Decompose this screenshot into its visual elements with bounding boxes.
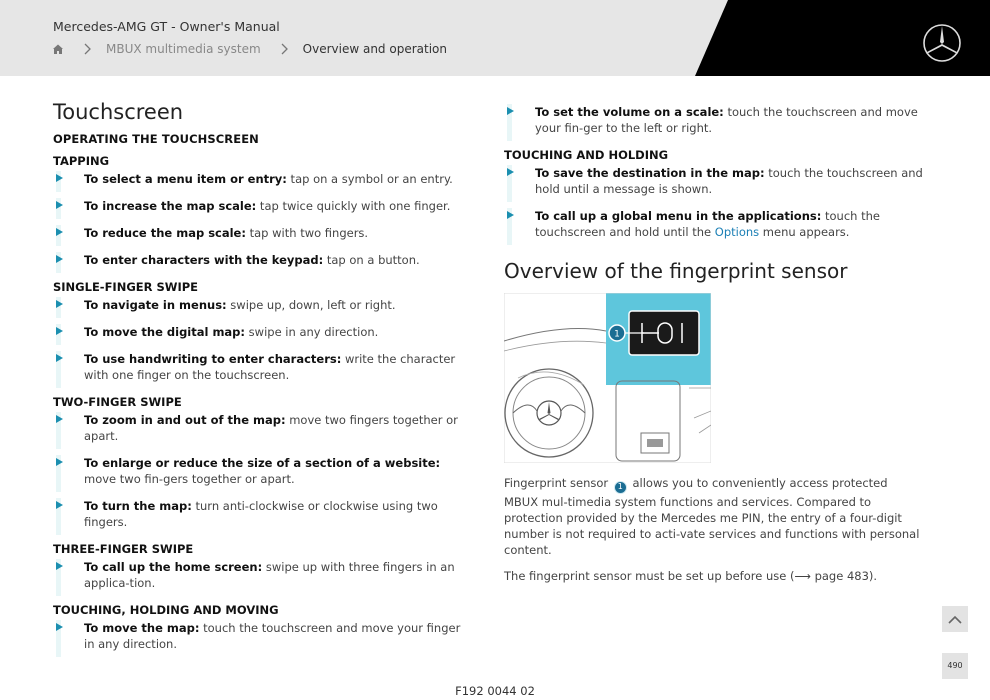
page-title: Touchscreen — [53, 100, 184, 124]
arrow-icon — [56, 562, 63, 570]
arrow-icon — [56, 501, 63, 509]
fingerprint-sensor-figure — [504, 293, 711, 463]
breadcrumb-item-mbux[interactable]: MBUX multimedia system — [106, 42, 261, 56]
step-item: To move the map: touch the touchscreen and move your finger in any direction. — [53, 620, 465, 652]
group-tapping — [53, 153, 465, 268]
arrow-icon — [56, 255, 63, 263]
step-item: To enlarge or reduce the size of a section of a website: move two fin-gers together or apart. — [53, 455, 465, 487]
arrow-icon — [56, 415, 63, 423]
arrow-icon — [56, 458, 63, 466]
group-touching-holding-moving — [53, 602, 465, 652]
step-item: To save the destination in the map: touch the touchscreen and hold until a message is shown. — [504, 165, 924, 197]
group-two-finger — [53, 394, 465, 530]
step-item: To reduce the map scale: tap with two fingers. — [53, 225, 465, 241]
fingerprint-description: Fingerprint sensor 1 allows you to conveniently access protected MBUX mul-timedia system functions and services. Compared to protection provided by the Mercedes me PIN, the entry of a four-digit number is not required to acti-vate services and functions with personal content. — [504, 476, 920, 557]
group-single-finger — [53, 279, 465, 383]
home-icon[interactable] — [52, 43, 64, 55]
right-column — [504, 104, 924, 594]
breadcrumb — [52, 42, 447, 56]
figure-code: F192 0044 02 — [455, 684, 535, 698]
subheading: TOUCHING, HOLDING AND MOVING — [53, 603, 279, 617]
step-item: To increase the map scale: tap twice quickly with one finger. — [53, 198, 465, 214]
step-item: To use handwriting to enter characters: write the character with one finger on the touchscreen. — [53, 351, 465, 383]
arrow-icon — [56, 300, 63, 308]
header-bar — [0, 0, 990, 76]
mercedes-star-logo — [922, 23, 962, 63]
subheading: TOUCHING AND HOLDING — [504, 148, 669, 162]
subheading: THREE-FINGER SWIPE — [53, 542, 194, 556]
arrow-icon — [56, 228, 63, 236]
step-item: To navigate in menus: swipe up, down, left or right. — [53, 297, 465, 313]
left-column — [53, 100, 465, 663]
section-heading: OPERATING THE TOUCHSCREEN — [53, 132, 259, 146]
step-item: To enter characters with the keypad: tap on a button. — [53, 252, 465, 268]
breadcrumb-item-current: Overview and operation — [302, 42, 447, 56]
arrow-icon — [56, 623, 63, 631]
step-item: To move the digital map: swipe in any direction. — [53, 324, 465, 340]
chevron-up-icon — [948, 615, 962, 624]
scroll-to-top-button[interactable] — [942, 606, 968, 632]
step-item: To set the volume on a scale: touch the touchscreen and move your fin-ger to the left or right. — [504, 104, 924, 136]
subheading: TAPPING — [53, 154, 110, 168]
step-item: To call up a global menu in the applications: touch the touchscreen and hold until the Options menu appears. — [504, 208, 924, 240]
section-title-fingerprint: Overview of the fingerprint sensor — [504, 259, 848, 283]
arrow-icon — [56, 327, 63, 335]
subheading: TWO-FINGER SWIPE — [53, 395, 182, 409]
chevron-right-icon — [279, 43, 289, 55]
fingerprint-setup-note: The fingerprint sensor must be set up before use (⟶ page 483). — [504, 569, 878, 583]
manual-title: Mercedes-AMG GT - Owner's Manual — [53, 19, 280, 34]
arrow-icon — [507, 168, 514, 176]
arrow-icon — [507, 211, 514, 219]
callout-1-badge: 1 — [614, 481, 627, 494]
arrow-icon — [56, 174, 63, 182]
step-item: To select a menu item or entry: tap on a symbol or an entry. — [53, 171, 465, 187]
group-three-finger — [53, 541, 465, 591]
arrow-icon — [56, 201, 63, 209]
step-item: To zoom in and out of the map: move two fingers together or apart. — [53, 412, 465, 444]
arrow-icon — [56, 354, 63, 362]
page-number: 490 — [942, 653, 968, 679]
cockpit-illustration — [504, 293, 711, 463]
step-item: To turn the map: turn anti-clockwise or clockwise using two fingers. — [53, 498, 465, 530]
options-menu-link[interactable]: Options — [714, 225, 760, 239]
arrow-icon — [507, 107, 514, 115]
callout-1-label: 1 — [614, 329, 620, 340]
subheading: SINGLE-FINGER SWIPE — [53, 280, 199, 294]
step-item: To call up the home screen: swipe up with three fingers in an applica-tion. — [53, 559, 465, 591]
chevron-right-icon — [82, 43, 92, 55]
